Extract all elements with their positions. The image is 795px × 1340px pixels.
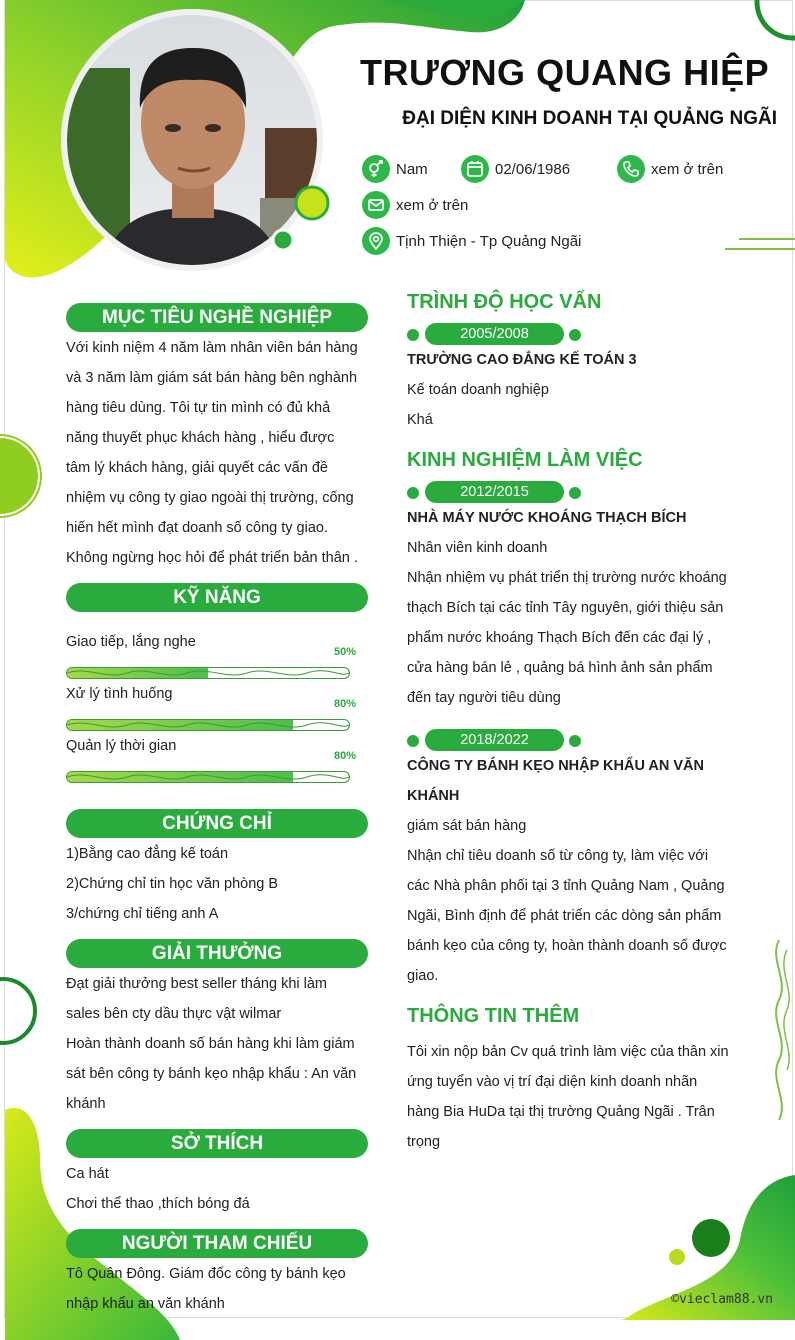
- job-details: [407, 503, 737, 713]
- skill-percent: 80%: [334, 750, 357, 762]
- timeline-dot: [407, 329, 419, 341]
- certificate-item: 2)Chứng chỉ tin học văn phòng B: [66, 876, 279, 892]
- objective-heading: MỤC TIÊU NGHỀ NGHIỆP: [66, 303, 368, 332]
- job-role: Nhân viên kinh doanh: [407, 540, 548, 556]
- objective-line: hàng tiêu dùng. Tôi tự tin mình có đủ khả: [66, 400, 331, 416]
- left-circle-decoration: [0, 420, 46, 530]
- skill-bar: [66, 771, 350, 783]
- awards-heading: GIẢI THƯỞNG: [66, 939, 368, 968]
- location-icon: [362, 227, 390, 255]
- award-line: sát bên công ty bánh kẹo nhập khẩu : An văn: [66, 1066, 357, 1082]
- objective-line: tâm lý khách hàng, giải quyết các vấn đề: [66, 460, 328, 476]
- calendar-icon: [461, 155, 489, 183]
- skill-label: Xử lý tình huống: [66, 686, 173, 702]
- info-dob: [461, 155, 570, 183]
- dob-value: 02/06/1986: [495, 160, 571, 178]
- job-line: giao.: [407, 968, 439, 984]
- objective-line: Với kinh niệm 4 năm làm nhân viên bán hàng: [66, 340, 358, 356]
- full-name: TRƯƠNG QUANG HIỆP: [360, 52, 770, 93]
- lines-decoration: [725, 232, 795, 256]
- job-period: 2012/2015: [425, 481, 564, 503]
- objective-line: và 3 năm làm giám sát bán hàng bên nghành: [66, 370, 358, 386]
- gender-icon: [362, 155, 390, 183]
- ring-decoration: [745, 0, 795, 42]
- company-name: NHÀ MÁY NƯỚC KHOÁNG THẠCH BÍCH: [407, 510, 687, 526]
- references-heading: NGƯỜI THAM CHIẾU: [66, 1229, 368, 1258]
- extra-line: Tôi xin nộp bản Cv quá trình làm việc của thân xin: [407, 1044, 729, 1060]
- job-line: đến tay người tiêu dùng: [407, 690, 561, 706]
- job-line: bánh kẹo của công ty, hoàn thành doanh số được: [407, 938, 727, 954]
- skill-percent: 50%: [334, 646, 357, 658]
- job-line: thạch Bích tại các tỉnh Tây nguyên, giới thiệu sản: [407, 600, 724, 616]
- timeline-dot: [569, 735, 581, 747]
- avatar: [60, 8, 335, 278]
- education-details: [407, 345, 737, 435]
- objective-line: nhiệm vụ công ty giao ngoài thị trường, cống: [66, 490, 354, 506]
- award-line: Hoàn thành doanh số bán hàng khi làm giám: [66, 1036, 355, 1052]
- awards-text: [66, 969, 370, 1119]
- grade: Khá: [407, 412, 433, 428]
- wave-decoration: [765, 940, 795, 1120]
- skill-bar: [66, 719, 350, 731]
- info-phone: [617, 155, 723, 183]
- skill-label: Giao tiếp, lắng nghe: [66, 634, 196, 650]
- education-period: 2005/2008: [425, 323, 564, 345]
- email-icon: [362, 191, 390, 219]
- info-email: [362, 191, 468, 219]
- certificates-heading: CHỨNG CHỈ: [66, 809, 368, 838]
- info-gender: [362, 155, 428, 183]
- award-line: khánh: [66, 1096, 106, 1112]
- extra-info-text: [407, 1037, 737, 1157]
- certificate-item: 3/chứng chỉ tiếng anh A: [66, 906, 219, 922]
- references-text: [66, 1259, 370, 1319]
- reference-line: Tô Quân Đông. Giám đốc công ty bánh kẹo: [66, 1266, 346, 1282]
- objective-text: [66, 333, 370, 573]
- timeline-dot: [569, 329, 581, 341]
- timeline-dot: [407, 735, 419, 747]
- extra-line: hàng Bia HuDa tại thị trường Quảng Ngãi . Trân: [407, 1104, 715, 1120]
- gender-value: Nam: [396, 160, 428, 178]
- skills-heading: KỸ NĂNG: [66, 583, 368, 612]
- extra-line: ứng tuyển vào vị trí đại diện kinh doanh nhãn: [407, 1074, 698, 1090]
- job-line: phẩm nước khoáng Thạch Bích đến các đại lý ,: [407, 630, 712, 646]
- job-role: giám sát bán hàng: [407, 818, 527, 834]
- address-value: Tịnh Thiện - Tp Quảng Ngãi: [396, 232, 582, 250]
- objective-line: năng thuyết phục khách hàng , hiểu được: [66, 430, 335, 446]
- phone-icon: [617, 155, 645, 183]
- job-line: cửa hàng bán lẻ , quảng bá hình ảnh sản phẩm: [407, 660, 713, 676]
- school-name: TRƯỜNG CAO ĐẲNG KẾ TOÁN 3: [407, 352, 637, 368]
- company-name: CÔNG TY BÁNH KẸO NHẬP KHẨU AN VĂN: [407, 758, 705, 774]
- email-value: xem ở trên: [396, 196, 469, 214]
- job-line: Ngãi, Bình định để phát triển các dòng sản phẩm: [407, 908, 722, 924]
- hobby-item: Chơi thể thao ,thích bóng đá: [66, 1196, 250, 1212]
- major: Kế toán doanh nghiệp: [407, 382, 549, 398]
- job-period: 2018/2022: [425, 729, 564, 751]
- award-line: sales bên cty dầu thực vật wilmar: [66, 1006, 282, 1022]
- skill-percent: 80%: [334, 698, 357, 710]
- job-line: các Nhà phân phối tại 3 tỉnh Quảng Nam , Quảng: [407, 878, 725, 894]
- timeline-dot: [569, 487, 581, 499]
- objective-line: Không ngừng học hỏi để phát triển bản thân .: [66, 550, 358, 566]
- info-address: [362, 227, 581, 255]
- timeline-dot: [407, 487, 419, 499]
- hobbies-list: [66, 1159, 370, 1219]
- left-ring-decoration: [0, 975, 42, 1047]
- extra-line: trọng: [407, 1134, 441, 1150]
- certificate-item: 1)Bằng cao đẳng kế toán: [66, 846, 229, 862]
- job-line: Nhận chỉ tiêu doanh số từ công ty, làm việc với: [407, 848, 709, 864]
- extra-info-heading: THÔNG TIN THÊM: [407, 1005, 580, 1027]
- skill-bar: [66, 667, 350, 679]
- hobbies-heading: SỞ THÍCH: [66, 1129, 368, 1158]
- company-name: KHÁNH: [407, 788, 460, 804]
- reference-line: nhập khẩu an văn khánh: [66, 1296, 225, 1312]
- certificates-list: [66, 839, 370, 929]
- objective-line: hiến hết mình đạt doanh số công ty giao.: [66, 520, 328, 536]
- phone-value: xem ở trên: [651, 160, 724, 178]
- hobby-item: Ca hát: [66, 1166, 109, 1182]
- watermark: ©vieclam88.vn: [671, 1292, 773, 1307]
- job-details: [407, 751, 737, 991]
- job-title: ĐẠI DIỆN KINH DOANH TẠI QUẢNG NGÃI: [402, 108, 777, 129]
- skill-label: Quản lý thời gian: [66, 738, 177, 754]
- experience-heading: KINH NGHIỆM LÀM VIỆC: [407, 449, 643, 471]
- education-heading: TRÌNH ĐỘ HỌC VẤN: [407, 291, 602, 313]
- award-line: Đạt giải thưởng best seller tháng khi làm: [66, 976, 328, 992]
- job-line: Nhận nhiệm vụ phát triển thị trường nước khoáng: [407, 570, 727, 586]
